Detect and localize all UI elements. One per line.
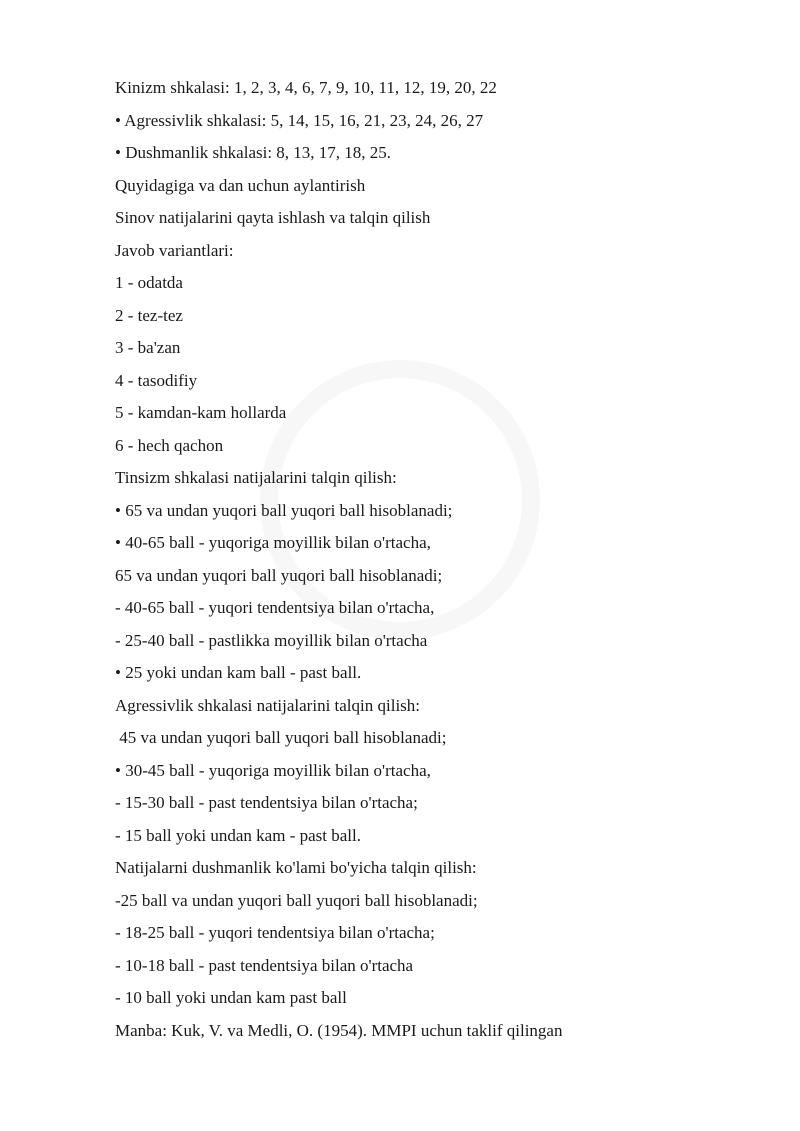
- text-line: 45 va undan yuqori ball yuqori ball hisoblanadi;: [115, 728, 447, 747]
- text-line: 3 - ba'zan: [115, 338, 181, 357]
- text-line: • 65 va undan yuqori ball yuqori ball hisoblanadi;: [115, 500, 453, 520]
- text-line: • Dushmanlik shkalasi: 8, 13, 17, 18, 25.: [115, 143, 392, 162]
- text-line: Tinsizm shkalasi natijalarini talqin qilish:: [115, 468, 397, 487]
- text-line: 65 va undan yuqori ball yuqori ball hisoblanadi;: [115, 565, 443, 585]
- text-line: - 18-25 ball - yuqori tendentsiya bilan o'rtacha;: [115, 923, 435, 942]
- text-line: 4 - tasodifiy: [115, 370, 198, 390]
- text-line: Manba: Kuk, V. va Medli, O. (1954). MMPI uchun taklif qilingan: [115, 1020, 563, 1040]
- document-body: [115, 72, 755, 1047]
- text-line: Kinizm shkalasi: 1, 2, 3, 4, 6, 7, 9, 10, 11, 12, 19, 20, 22: [115, 78, 497, 97]
- text-line: 6 - hech qachon: [115, 435, 224, 455]
- text-line: Sinov natijalarini qayta ishlash va talqin qilish: [115, 208, 431, 227]
- text-line: - 10-18 ball - past tendentsiya bilan o'rtacha: [115, 955, 414, 975]
- text-line: 1 - odatda: [115, 273, 183, 292]
- text-line: - 10 ball yoki undan kam past ball: [115, 988, 347, 1007]
- text-line: Javob variantlari:: [115, 240, 234, 260]
- text-line: Agressivlik shkalasi natijalarini talqin qilish:: [115, 695, 421, 715]
- text-line: • 30-45 ball - yuqoriga moyillik bilan o'rtacha,: [115, 760, 431, 780]
- text-line: • 25 yoki undan kam ball - past ball.: [115, 663, 362, 682]
- text-line: Quyidagiga va dan uchun aylantirish: [115, 175, 366, 195]
- text-line: -25 ball va undan yuqori ball yuqori ball hisoblanadi;: [115, 890, 478, 910]
- text-line: - 40-65 ball - yuqori tendentsiya bilan o'rtacha,: [115, 598, 435, 617]
- text-line: - 15-30 ball - past tendentsiya bilan o'rtacha;: [115, 793, 418, 812]
- text-line: - 15 ball yoki undan kam - past ball.: [115, 825, 361, 845]
- text-line: - 25-40 ball - pastlikka moyillik bilan o'rtacha: [115, 630, 428, 650]
- text-line: 2 - tez-tez: [115, 305, 183, 325]
- text-line: Natijalarni dushmanlik ko'lami bo'yicha talqin qilish:: [115, 858, 477, 877]
- text-line: • Agressivlik shkalasi: 5, 14, 15, 16, 21, 23, 24, 26, 27: [115, 110, 484, 130]
- text-line: • 40-65 ball - yuqoriga moyillik bilan o'rtacha,: [115, 533, 431, 552]
- text-line: 5 - kamdan-kam hollarda: [115, 403, 287, 422]
